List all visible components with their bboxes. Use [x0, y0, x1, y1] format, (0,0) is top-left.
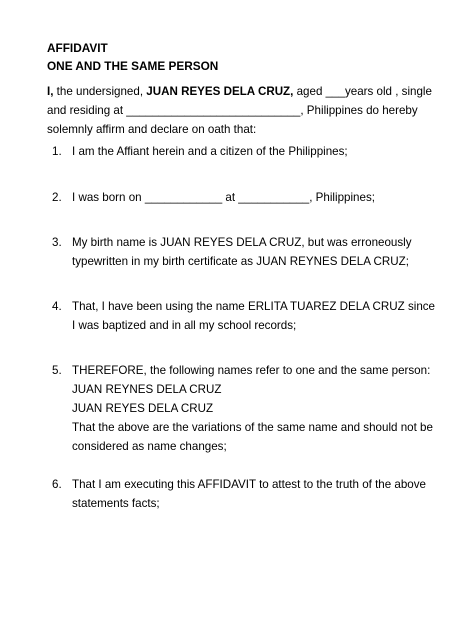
item-body: [72, 475, 457, 513]
item-line: JUAN REYNES DELA CRUZ: [72, 383, 222, 396]
item-line: THEREFORE, the following names refer to one and the same person:: [72, 364, 431, 377]
item-line: statements facts;: [72, 497, 160, 510]
item-line: I am the Affiant herein and a citizen of the Philippines;: [72, 145, 348, 158]
item-line: I was baptized and in all my school records;: [72, 319, 297, 332]
intro-line-3: solemnly affirm and declare on oath that:: [47, 123, 257, 136]
item-body: [72, 142, 457, 161]
item-number: 5.: [52, 364, 62, 377]
item-number: 1.: [52, 145, 62, 158]
item-line: considered as name changes;: [72, 440, 227, 453]
item-body: [72, 361, 457, 456]
affiant-name: JUAN REYES DELA CRUZ,: [146, 85, 294, 98]
item-number: 2.: [52, 191, 62, 204]
document-subtitle: ONE AND THE SAME PERSON: [47, 59, 219, 73]
intro-text-b: aged ___years old , single: [293, 85, 432, 98]
item-line: That, I have been using the name ERLITA TUAREZ DELA CRUZ since: [72, 300, 436, 313]
intro-line-1: [47, 82, 447, 101]
item-body: [72, 233, 457, 271]
intro-text-a: the undersigned,: [53, 85, 147, 98]
item-body: [72, 297, 457, 335]
item-body: [72, 188, 457, 207]
item-number: 3.: [52, 236, 62, 249]
document-title: AFFIDAVIT: [47, 41, 108, 55]
item-line: My birth name is JUAN REYES DELA CRUZ, but was erroneously: [72, 236, 412, 249]
item-line: I was born on ____________ at ___________, Philippines;: [72, 191, 375, 204]
item-line: JUAN REYES DELA CRUZ: [72, 402, 214, 415]
intro-line-2: and residing at ___________________________, Philippines do hereby: [47, 104, 418, 117]
intro-i-word: I,: [47, 85, 54, 98]
item-line: That I am executing this AFFIDAVIT to attest to the truth of the above: [72, 478, 427, 491]
intro-paragraph: [47, 82, 447, 139]
item-number: 6.: [52, 478, 62, 491]
item-number: 4.: [52, 300, 62, 313]
item-line: That the above are the variations of the same name and should not be: [72, 421, 433, 434]
item-line: typewritten in my birth certificate as JUAN REYNES DELA CRUZ;: [72, 255, 409, 268]
